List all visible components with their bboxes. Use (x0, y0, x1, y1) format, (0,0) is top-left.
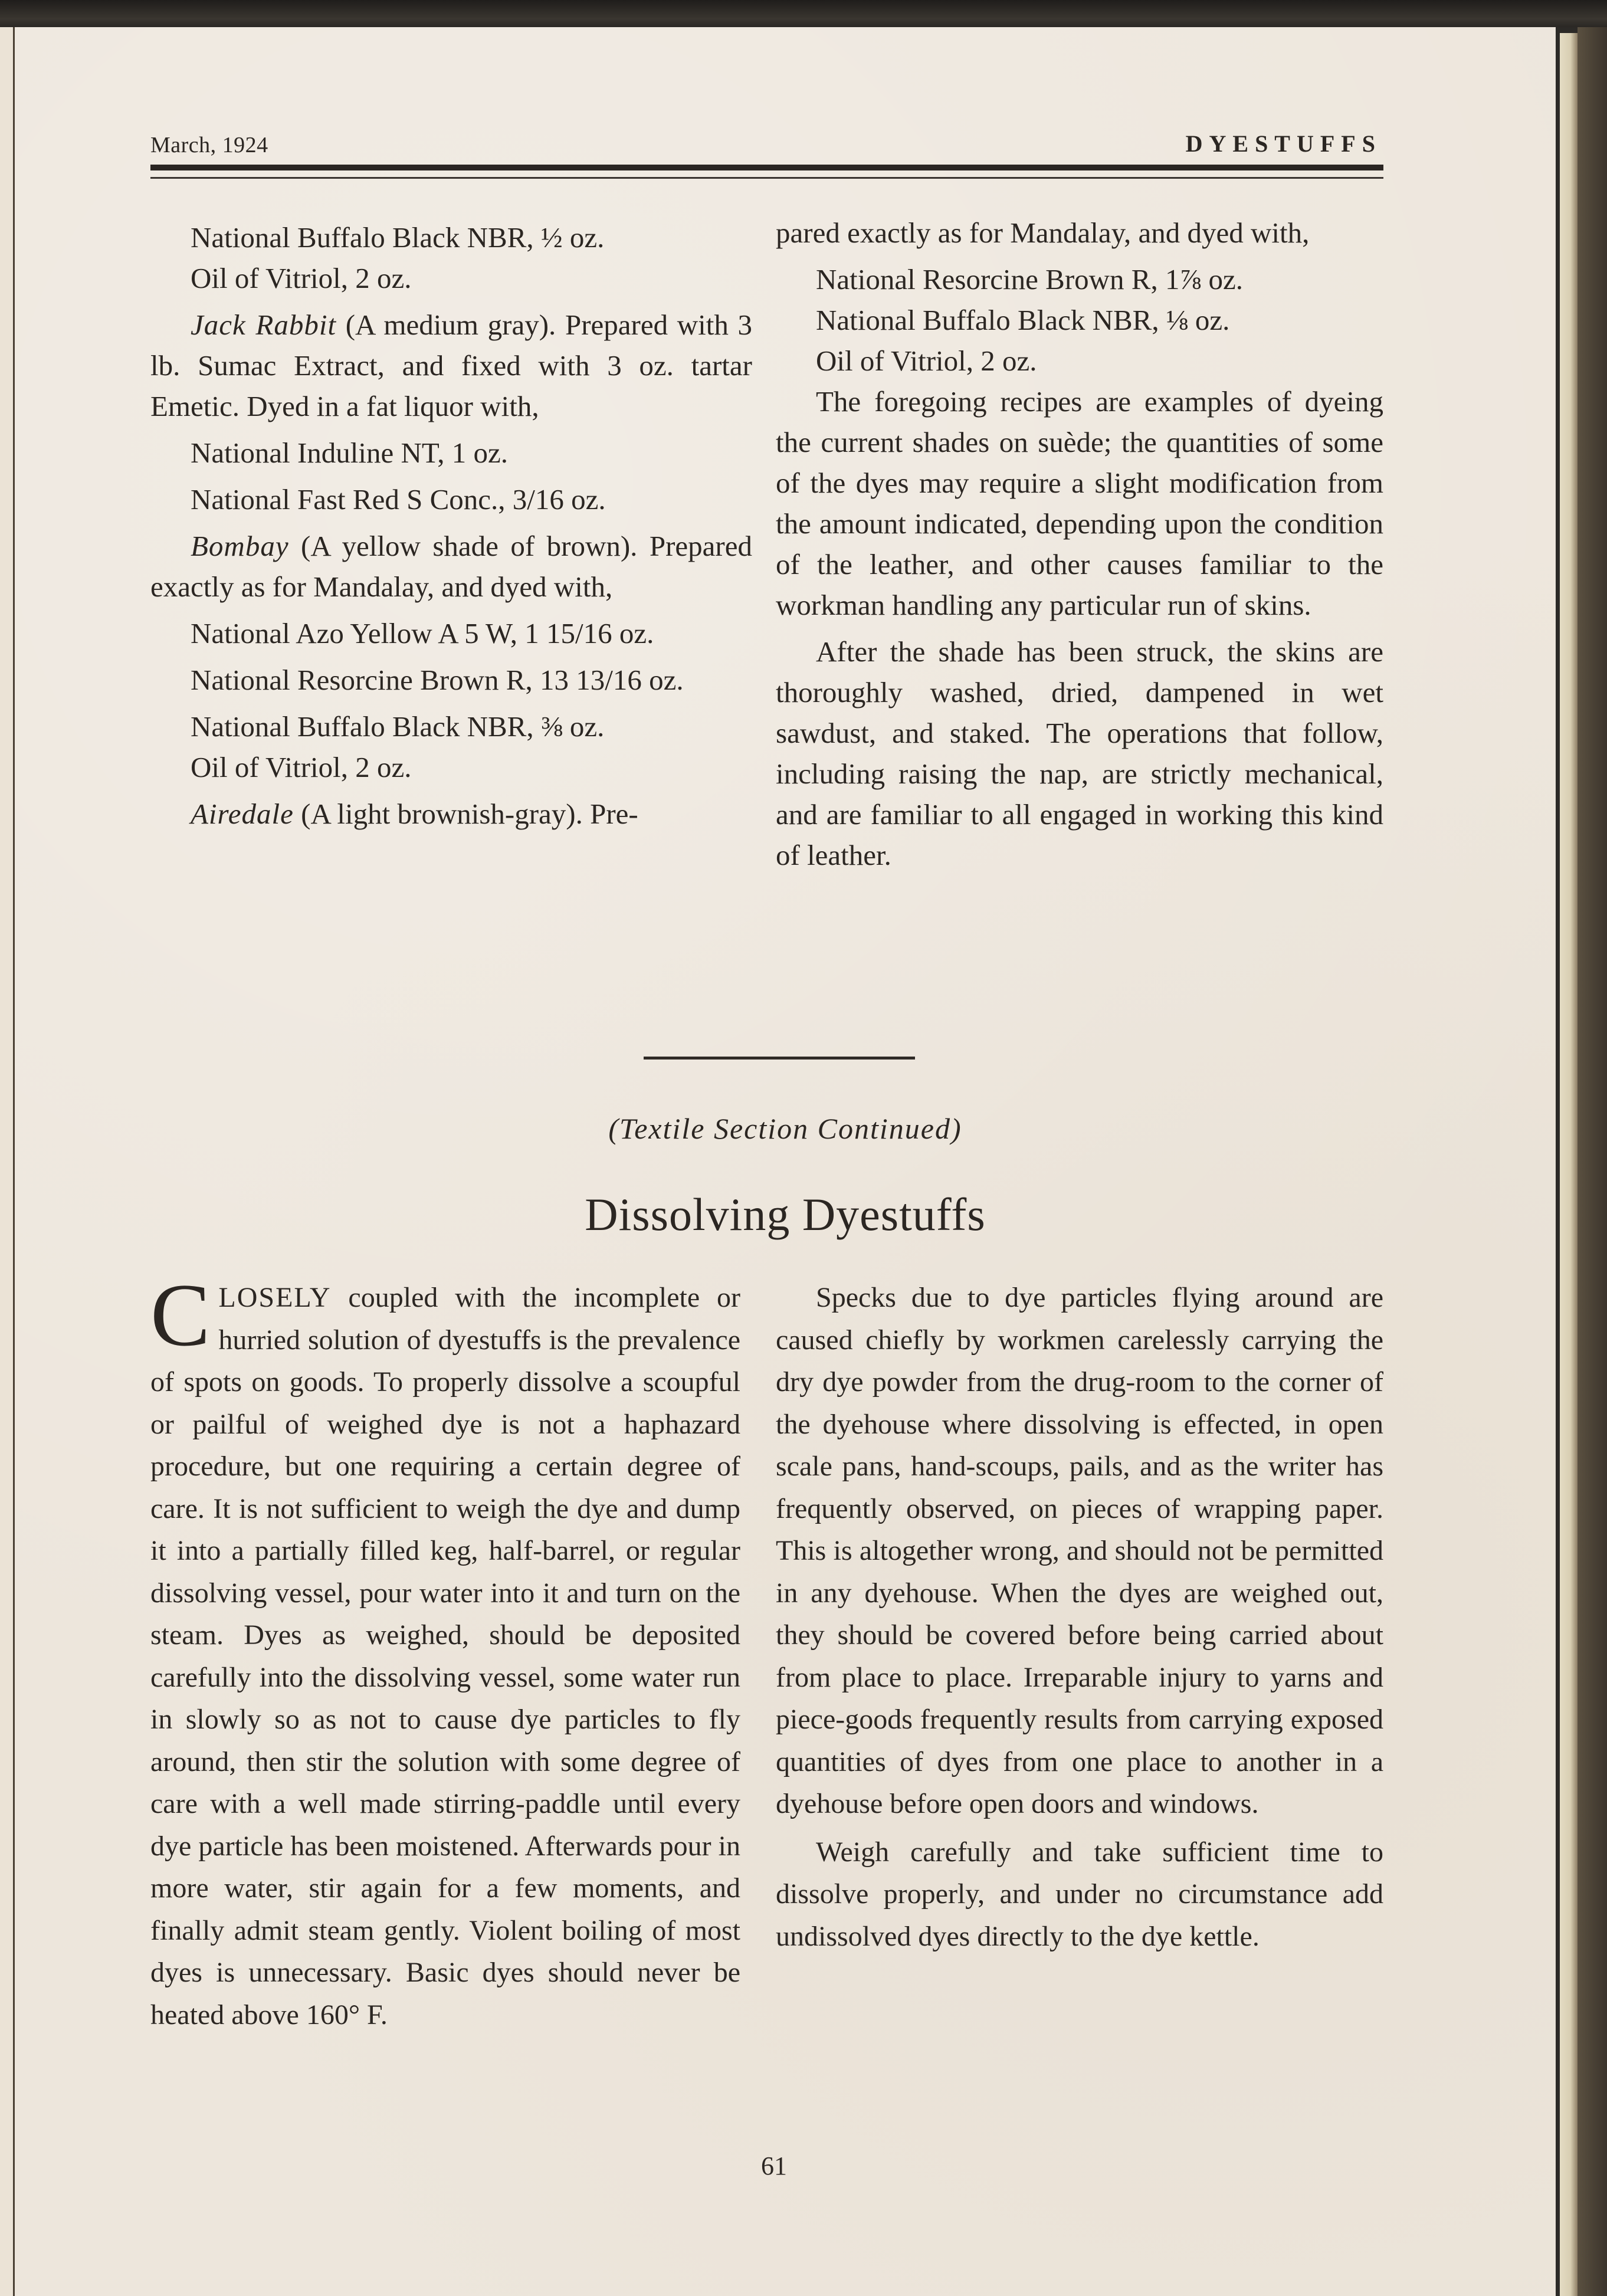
section-divider-rule (644, 1057, 915, 1060)
article-title: Dissolving Dyestuffs (585, 1189, 986, 1240)
recipe-item: National Buffalo Black NBR, ½ oz. (191, 221, 605, 254)
recipe-text: (A light brownish-gray). Pre- (293, 798, 638, 830)
recipe-item: National Buffalo Black NBR, ⅛ oz. (816, 304, 1230, 336)
body-paragraph: Weigh carefully and take sufficient time to dissolve properly, and under no circumstance add undissolved dyes directly to the dye kettle. (776, 1836, 1383, 1952)
recipe-paragraph-continued: pared exactly as for Mandalay, and dyed with, (776, 217, 1310, 249)
article-right-column (776, 1277, 1383, 1957)
recipe-paragraph (150, 526, 752, 607)
recipe-item: National Resorcine Brown R, 1⅞ oz. (816, 263, 1243, 296)
upper-left-column (150, 217, 752, 834)
recipe-paragraph (150, 793, 752, 834)
header-date: March, 1924 (150, 133, 268, 158)
recipe-item: National Fast Red S Conc., 3/16 oz. (191, 483, 606, 516)
body-paragraph: The foregoing recipes are examples of dyeing the current shades on suède; the quantities of some of the dyes may require a slight modification from the amount indicated, depending upon the condition of the leather, and other causes familiar to the workman handling any particular run of skins. (776, 385, 1383, 621)
article-left-column (150, 1265, 740, 2036)
book-binding-right (1578, 27, 1607, 2296)
header-rule-thin (150, 177, 1383, 179)
recipe-name: Bombay (191, 530, 289, 562)
page-number: 61 (761, 2151, 787, 2180)
recipe-item: Oil of Vitriol, 2 oz. (191, 262, 412, 294)
recipe-item: Oil of Vitriol, 2 oz. (816, 345, 1037, 377)
header-journal-title: DYESTUFFS (1185, 130, 1382, 157)
recipe-text: (A yellow shade of brown). Prepared exactly as for Mandalay, and dyed with, (150, 530, 752, 603)
recipe-item: Oil of Vitriol, 2 oz. (191, 751, 412, 783)
recipe-item: National Resorcine Brown R, 13 13/16 oz. (191, 664, 684, 696)
left-page-gutter (0, 27, 15, 2296)
lead-in-caps: LOSELY (218, 1282, 332, 1313)
body-paragraph: After the shade has been struck, the skins are thoroughly washed, dried, dampened in wet sawdust, and staked. The operations that follow, including raising the nap, are strictly mechanical, and are familiar to all engaged in working this kind of leather. (776, 635, 1383, 871)
recipe-item: National Azo Yellow A 5 W, 1 15/16 oz. (191, 617, 654, 650)
recipe-text: (A medium gray). Prepared with 3 lb. Sumac Extract, and fixed with 3 oz. tartar Emetic. Dyed in a fat liquor with, (150, 309, 753, 422)
page-edges (1560, 33, 1578, 2296)
recipe-name: Jack Rabbit (191, 309, 337, 341)
upper-right-column (776, 212, 1383, 875)
book-binding-top (0, 0, 1607, 27)
recipe-item: National Buffalo Black NBR, ⅜ oz. (191, 710, 605, 743)
drop-cap: C (150, 1265, 211, 1365)
magazine-page (15, 27, 1556, 2296)
recipe-name: Airedale (191, 798, 294, 830)
section-note: (Textile Section Continued) (608, 1112, 962, 1145)
body-paragraph: Specks due to dye particles flying around are caused chiefly by workmen carelessly carrying the dry dye powder from the drug-room to the corner of the dyehouse where dissolving is effected, in open scale pans, hand-scoups, pails, and as the writer has frequently observed, on pieces of wrapping paper. This is altogether wrong, and should not be permitted in any dyehouse. When the dyes are weighed out, they should be covered before being carried about from place to place. Irreparable injury to yarns and piece-goods frequently results from carrying exposed quantities of dyes from one place to another in a dyehouse before open doors and windows. (776, 1282, 1383, 1819)
recipe-paragraph (150, 304, 752, 427)
paragraph-text: coupled with the incomplete or hurried solution of dyestuffs is the prevalence of spots on goods. To properly dissolve a scoupful or pailful of weighed dye is not a haphazard procedure, but one requiring a certain degree of care. It is not sufficient to weigh the dye and dump it into a partially filled keg, half-barrel, or regular dissolving vessel, pour water into it and turn on the steam. Dyes as weighed, should be deposited carefully into the dissolving vessel, some water run in slowly so as not to cause dye particles to fly around, then stir the solution with some degree of care with a well made stirring-paddle until every dye particle has been moistened. Afterwards pour in more water, stir again for a few moments, and finally admit steam gently. Violent boiling of most dyes is unnecessary. Basic dyes should never be heated above 160° F. (150, 1282, 740, 2031)
header-rule-thick (150, 165, 1383, 170)
recipe-item: National Induline NT, 1 oz. (191, 437, 508, 469)
article-first-paragraph (150, 1265, 740, 2036)
